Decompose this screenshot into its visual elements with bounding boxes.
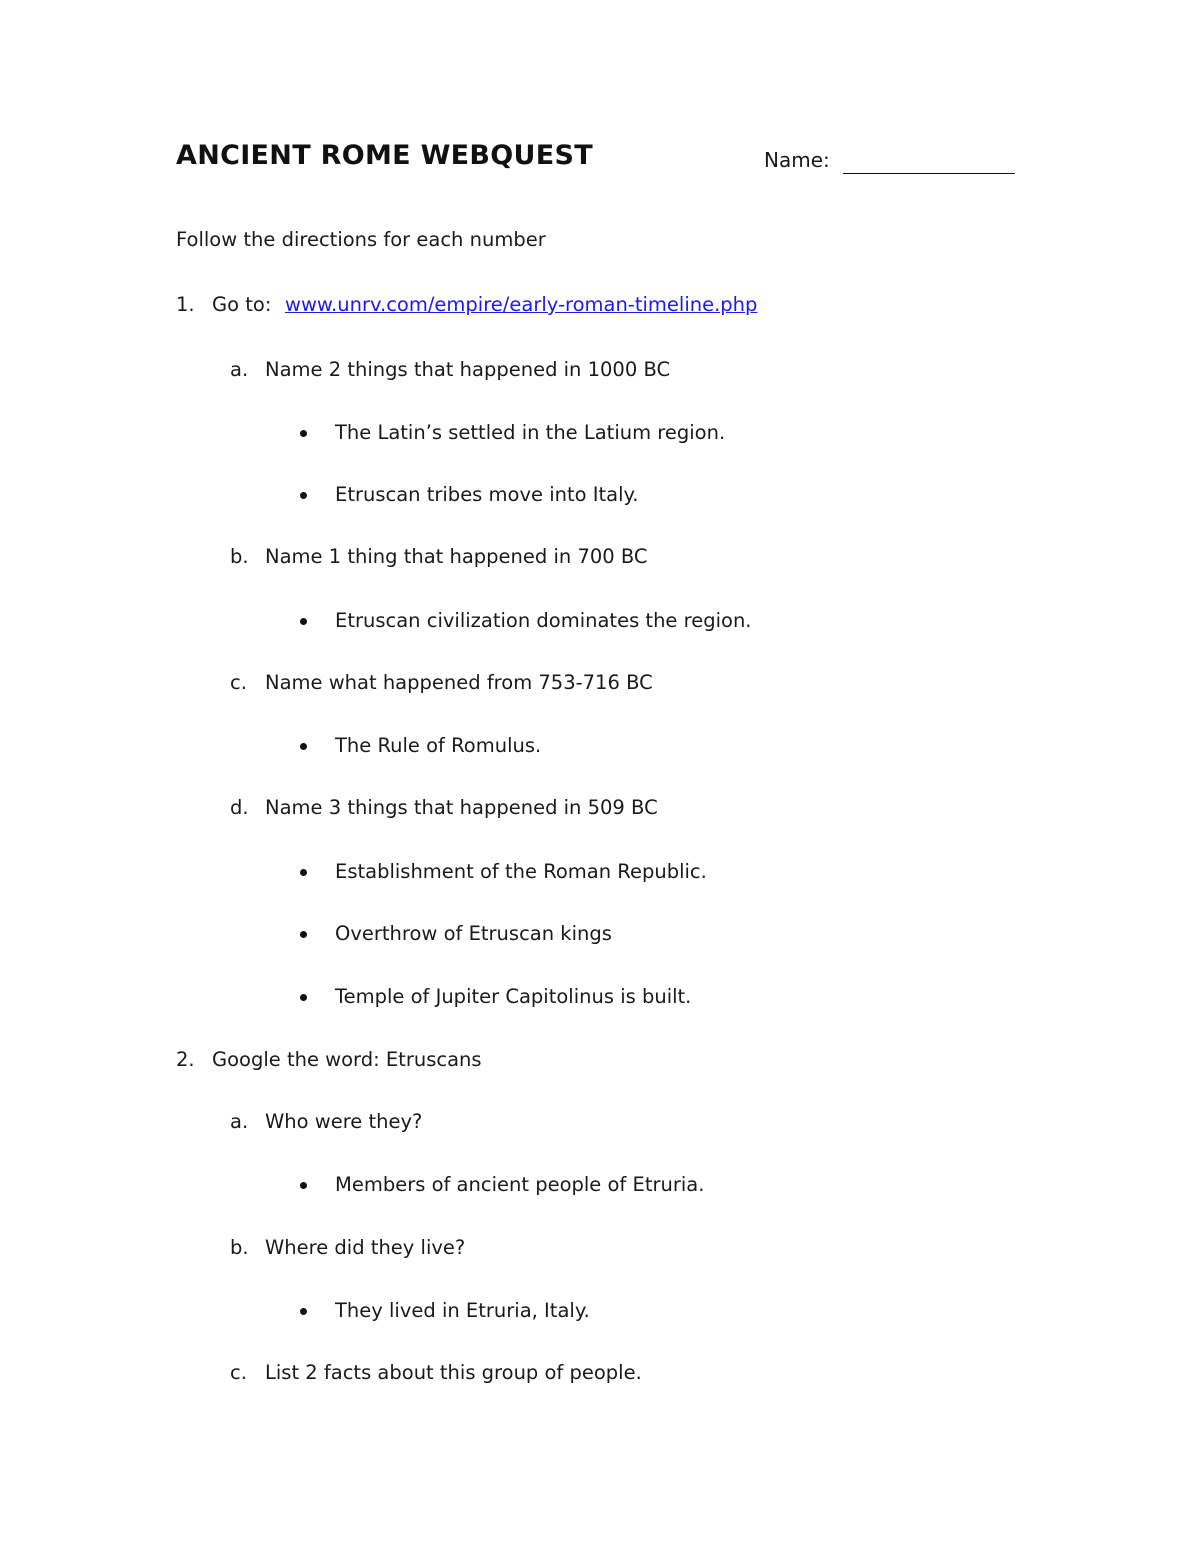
answer-1d-2: Overthrow of Etruscan kings	[335, 922, 612, 945]
answer-2b-1: They lived in Etruria, Italy.	[335, 1299, 590, 1322]
question-1b-text: Name 1 thing that happened in 700 BC	[265, 545, 648, 568]
question-2c-text: List 2 facts about this group of people.	[265, 1361, 642, 1384]
page-title: ANCIENT ROME WEBQUEST	[176, 140, 593, 171]
question-1c-text: Name what happened from 753-716 BC	[265, 671, 653, 694]
intro-text: Follow the directions for each number	[176, 228, 546, 251]
question-1-prefix: Go to:	[212, 293, 272, 316]
question-2b-letter: b.	[230, 1236, 249, 1259]
question-2c-letter: c.	[230, 1361, 247, 1384]
answer-1d-1: Establishment of the Roman Republic.	[335, 860, 707, 883]
bullet-icon	[300, 1182, 307, 1189]
question-1d-text: Name 3 things that happened in 509 BC	[265, 796, 658, 819]
question-1a-letter: a.	[230, 358, 249, 381]
question-2-text: Google the word: Etruscans	[212, 1048, 482, 1071]
bullet-icon	[300, 869, 307, 876]
bullet-icon	[300, 430, 307, 437]
question-1b-letter: b.	[230, 545, 249, 568]
question-2a-text: Who were they?	[265, 1110, 423, 1133]
question-1d-letter: d.	[230, 796, 249, 819]
bullet-icon	[300, 492, 307, 499]
question-2-number: 2.	[176, 1048, 195, 1071]
answer-1d-3: Temple of Jupiter Capitolinus is built.	[335, 985, 692, 1008]
question-2b-text: Where did they live?	[265, 1236, 466, 1259]
bullet-icon	[300, 743, 307, 750]
name-blank-line[interactable]	[843, 173, 1015, 174]
question-1a-text: Name 2 things that happened in 1000 BC	[265, 358, 671, 381]
answer-1a-1: The Latin’s settled in the Latium region.	[335, 421, 726, 444]
question-1-number: 1.	[176, 293, 195, 316]
answer-2a-1: Members of ancient people of Etruria.	[335, 1173, 705, 1196]
bullet-icon	[300, 931, 307, 938]
timeline-link[interactable]: www.unrv.com/empire/early-roman-timeline.php	[285, 293, 758, 316]
question-1c-letter: c.	[230, 671, 247, 694]
answer-1b-1: Etruscan civilization dominates the region.	[335, 609, 752, 632]
name-label: Name:	[764, 148, 830, 172]
answer-1a-2: Etruscan tribes move into Italy.	[335, 483, 639, 506]
bullet-icon	[300, 1308, 307, 1315]
answer-1c-1: The Rule of Romulus.	[335, 734, 542, 757]
bullet-icon	[300, 618, 307, 625]
question-2a-letter: a.	[230, 1110, 249, 1133]
bullet-icon	[300, 994, 307, 1001]
